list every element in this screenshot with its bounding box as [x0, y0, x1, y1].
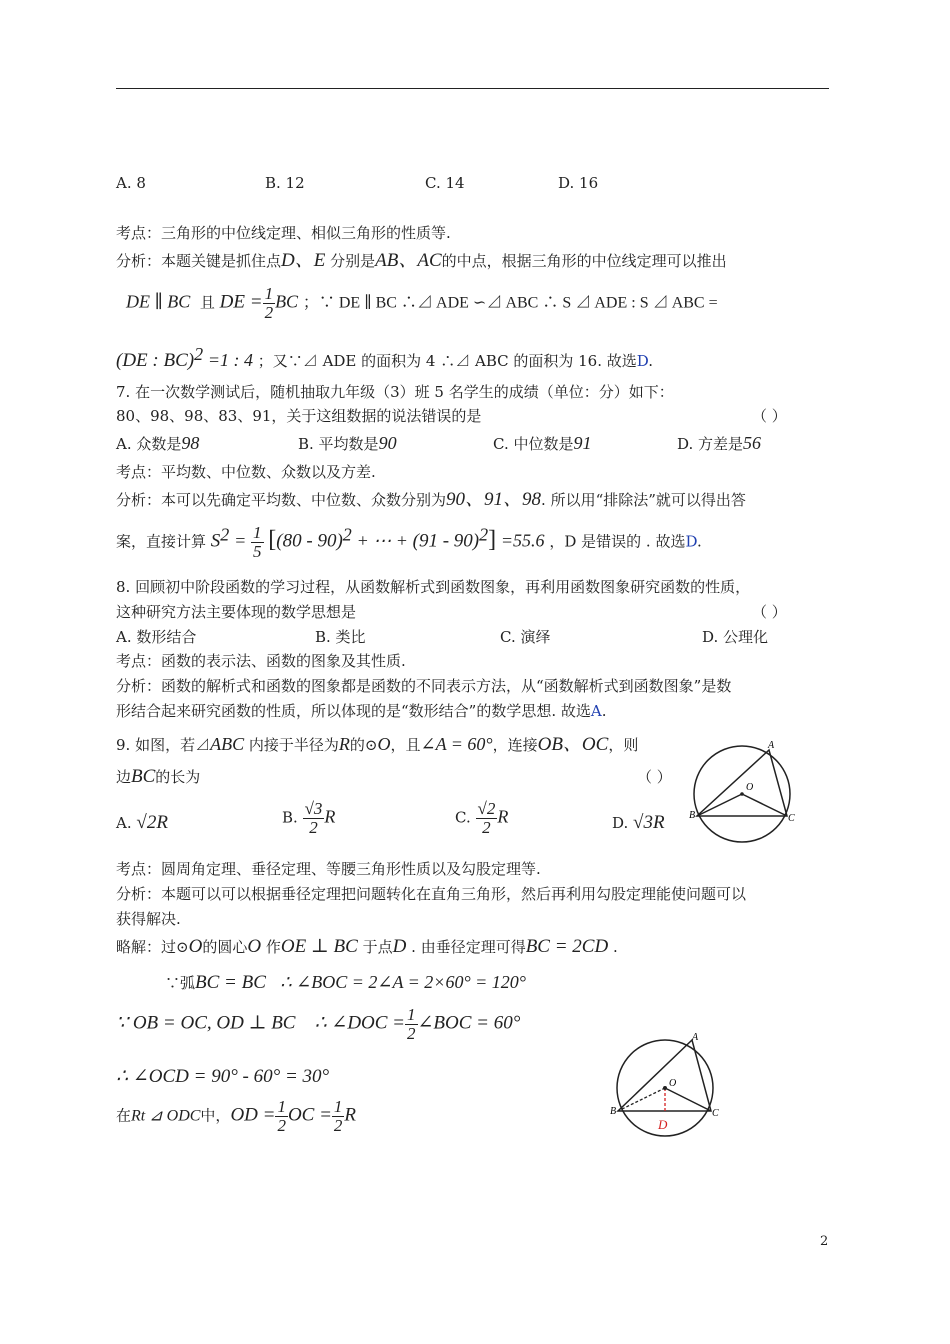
exponent: 2	[194, 344, 204, 364]
label-c: C	[788, 813, 795, 824]
math: BC = BC	[195, 972, 266, 993]
q9-fenxi-line2: 获得解决.	[116, 910, 181, 928]
q7-fenxi-line1	[116, 489, 746, 511]
text: B.	[282, 808, 298, 827]
text: ，D 是错误的 . 故选	[549, 532, 686, 551]
math: ∴ ∠DOC =	[314, 1012, 406, 1034]
q6-fenxi-line1	[116, 250, 727, 272]
text: D.	[612, 814, 629, 832]
math: R	[338, 734, 350, 754]
text: 分析：本题关键是抓住点	[116, 252, 282, 270]
segment-oc	[665, 1088, 711, 1111]
math: ∴ ∠OCD = 90° - 60° = 30°	[116, 1066, 330, 1087]
q9-option-d	[612, 812, 665, 834]
math: BC = 2CD	[525, 936, 609, 957]
text: 于点	[362, 938, 393, 956]
text: C.	[455, 808, 471, 827]
text: A.	[116, 814, 132, 832]
text: ，连接	[492, 736, 538, 754]
q7-answer-bracket: （ ）	[752, 407, 787, 425]
text: . 所以用“排除法”就可以得出答	[541, 491, 746, 509]
q7-stem-line1: 7. 在一次数学测试后，随机抽取九年级（3）班 5 名学生的成绩（单位：分）如下：	[116, 383, 674, 401]
q9-option-c	[455, 800, 508, 837]
denominator: 2	[264, 303, 274, 322]
numerator: 1	[407, 1005, 416, 1024]
center-point	[663, 1086, 667, 1090]
fraction	[251, 524, 264, 561]
numerator: √2	[477, 799, 496, 818]
text: 分析：本可以先确定平均数、中位数、众数分别为	[116, 491, 447, 509]
q6-option-b: B. 12	[265, 174, 305, 192]
q7-option-b	[298, 433, 397, 454]
exponent: 2	[342, 524, 352, 545]
math: R	[497, 806, 509, 827]
math: ∵ OB = OC, OD ⊥ BC	[116, 1012, 296, 1034]
math: ∠BOC = 60°	[417, 1012, 521, 1034]
q6-option-a: A. 8	[116, 174, 146, 192]
math: O	[188, 936, 203, 957]
math: (91 - 90)	[412, 530, 480, 552]
math: D	[392, 936, 407, 957]
segment-ob	[697, 794, 742, 816]
text: 略解：过⊙	[116, 938, 189, 956]
math: O	[377, 734, 391, 754]
q9-option-b	[282, 800, 335, 837]
label-d: D	[658, 1117, 668, 1132]
math: =55.6	[500, 530, 545, 551]
q9-stem-line1	[116, 733, 638, 756]
math: BC	[131, 766, 156, 787]
exponent: 2	[220, 524, 230, 545]
math: OE ⊥ BC	[280, 936, 358, 957]
text: 且	[199, 293, 215, 312]
math: DE =	[219, 291, 263, 313]
math: 90、91、98	[446, 489, 542, 510]
text: 的长为	[155, 768, 201, 786]
fraction	[476, 800, 498, 837]
numerator: 1	[253, 523, 262, 542]
q8-fenxi-line1: 分析：函数的解析式和函数的图象都是函数的不同表示方法，从“函数解析式到函数图象”是数	[116, 677, 732, 695]
text: ；又∵⊿ ADE 的面积为 4 ∴⊿ ABC 的面积为 16. 故选	[257, 352, 637, 370]
text: 的⊙	[349, 736, 378, 754]
math: D、E	[281, 250, 326, 271]
denominator: 2	[482, 818, 491, 837]
text: 作	[265, 938, 281, 956]
text: 在	[116, 1106, 132, 1125]
math: √2R	[136, 812, 168, 833]
q8-stem-line1: 8. 回顾初中阶段函数的学习过程，从函数解析式到函数图象，再利用函数图象研究函数的性质，	[116, 578, 751, 596]
text: 的圆心	[202, 938, 248, 956]
denominator: 2	[407, 1024, 416, 1043]
math: ∴ ∠BOC = 2∠A = 2×60° = 120°	[280, 972, 526, 992]
label-b: B	[610, 1106, 617, 1117]
text: ∵弧	[165, 974, 196, 992]
fraction	[332, 1098, 345, 1135]
q8-answer-bracket: （ ）	[752, 603, 787, 621]
label-c: C	[712, 1108, 719, 1119]
math: BC	[275, 291, 299, 312]
q9-figure-circle	[688, 736, 800, 846]
q9-figure-solution	[608, 1032, 728, 1142]
math: 98	[181, 433, 200, 453]
text: 形结合起来研究函数的性质，所以体现的是“数形结合”的数学思想. 故选	[116, 702, 591, 720]
math: 91	[573, 433, 592, 453]
q8-option-b: B. 类比	[315, 628, 366, 646]
math: OD =	[230, 1104, 276, 1126]
q7-option-c	[493, 433, 591, 454]
q9-stem-line2	[116, 766, 200, 788]
q8-stem-line2: 这种研究方法主要体现的数学思想是	[116, 603, 357, 621]
q9-fenxi-line1: 分析：本题可以可以根据垂径定理把问题转化在直角三角形，然后再利用勾股定理能使问题可以	[116, 885, 747, 903]
answer: A	[590, 702, 602, 720]
text: .	[601, 702, 607, 720]
label-o: O	[746, 782, 754, 793]
answer: D	[636, 352, 649, 370]
text: D. 方差是	[677, 435, 744, 453]
math: S	[210, 530, 221, 552]
fraction	[263, 285, 276, 322]
math: OB、OC	[537, 734, 609, 755]
denominator: 2	[333, 1116, 343, 1135]
q7-kaodian: 考点：平均数、中位数、众数以及方差.	[116, 463, 376, 481]
math: R	[324, 806, 336, 827]
bracket-right: ]	[488, 526, 497, 553]
math: OC =	[287, 1104, 332, 1126]
math: =	[234, 530, 247, 551]
text: C. 中位数是	[493, 435, 574, 453]
fraction	[405, 1006, 418, 1043]
denominator: 5	[253, 542, 262, 561]
q9-step3	[116, 1065, 329, 1088]
denominator: 2	[277, 1116, 286, 1135]
math: R	[344, 1104, 357, 1126]
text: . 由垂径定理可得	[411, 938, 526, 956]
math: =1 : 4	[207, 350, 254, 370]
text: 9. 如图，若⊿	[116, 736, 211, 754]
math: √3R	[633, 812, 665, 833]
math: (DE : BC)	[116, 350, 195, 371]
q8-option-d: D. 公理化	[702, 628, 769, 646]
label-a: A	[692, 1032, 699, 1043]
text: 的中点，根据三角形的中位线定理可以推出	[441, 252, 727, 270]
q6-option-c: C. 14	[425, 174, 465, 192]
q6-option-d: D. 16	[558, 174, 599, 192]
q9-kaodian: 考点：圆周角定理、垂径定理、等腰三角形性质以及勾股定理等.	[116, 860, 541, 878]
math: ABC	[210, 734, 245, 754]
math: (80 - 90)	[276, 530, 343, 552]
q8-option-c: C. 演绎	[500, 628, 551, 646]
text: .	[612, 938, 618, 956]
q6-fenxi-line2	[126, 285, 718, 322]
text: 中，	[200, 1106, 231, 1125]
fraction	[275, 1098, 288, 1135]
math: 90	[378, 433, 397, 453]
fraction	[303, 800, 325, 837]
math: ；∵ DE ∥ BC ∴⊿ ADE ∽⊿ ABC ∴ S ⊿ ADE : S ⊿ ABC =	[302, 294, 718, 312]
q9-answer-bracket: （ ）	[637, 768, 672, 786]
denominator: 2	[309, 818, 318, 837]
q7-option-d	[677, 433, 761, 454]
q8-kaodian: 考点：函数的表示法、函数的图象及其性质.	[116, 652, 406, 670]
numerator: 1	[264, 284, 274, 303]
numerator: 1	[277, 1097, 286, 1116]
q9-lue-line	[116, 936, 618, 958]
q9-step4	[116, 1098, 356, 1135]
numerator: √3	[304, 799, 323, 818]
text: 案，直接计算	[116, 532, 207, 551]
q9-step1	[165, 972, 526, 994]
q9-step2	[116, 1006, 520, 1043]
text: 分别是	[330, 252, 376, 270]
text: .	[696, 532, 702, 551]
numerator: 1	[333, 1097, 343, 1116]
segment-ob	[618, 1088, 665, 1111]
math: O	[247, 936, 262, 957]
segment-oc	[742, 794, 787, 816]
text: 内接于半径为	[248, 736, 339, 754]
math: AB、AC	[375, 250, 442, 271]
triangle-abc	[697, 750, 787, 816]
q6-fenxi-line3	[116, 344, 653, 372]
math: + ⋯ +	[356, 530, 408, 551]
label-b: B	[689, 810, 696, 821]
page-number: 2	[820, 1234, 829, 1249]
q7-fenxi-line2	[116, 524, 702, 561]
bracket-left: [	[268, 526, 277, 553]
label-a: A	[768, 740, 775, 751]
q7-stem-line2: 80、98、98、83、91，关于这组数据的说法错误的是	[116, 407, 482, 425]
q9-option-a	[116, 812, 168, 834]
math: ∠A = 60°	[420, 734, 493, 754]
answer: D	[685, 532, 697, 551]
text: .	[648, 352, 654, 370]
math: DE ∥ BC	[126, 291, 191, 312]
exponent: 2	[479, 524, 489, 545]
header-rule	[116, 88, 829, 89]
label-o: O	[669, 1078, 677, 1089]
math: Rt ⊿ ODC	[131, 1107, 201, 1125]
text: A. 众数是	[116, 435, 182, 453]
q7-option-a	[116, 433, 199, 454]
math: 56	[743, 433, 762, 453]
center-point	[740, 792, 744, 796]
text: B. 平均数是	[298, 435, 379, 453]
q8-option-a: A. 数形结合	[116, 628, 197, 646]
text: 边	[116, 768, 132, 786]
text: ，且	[390, 736, 421, 754]
q6-kaodian: 考点：三角形的中位线定理、相似三角形的性质等.	[116, 224, 451, 242]
q8-fenxi-line2	[116, 700, 607, 722]
text: ，则	[608, 736, 639, 754]
